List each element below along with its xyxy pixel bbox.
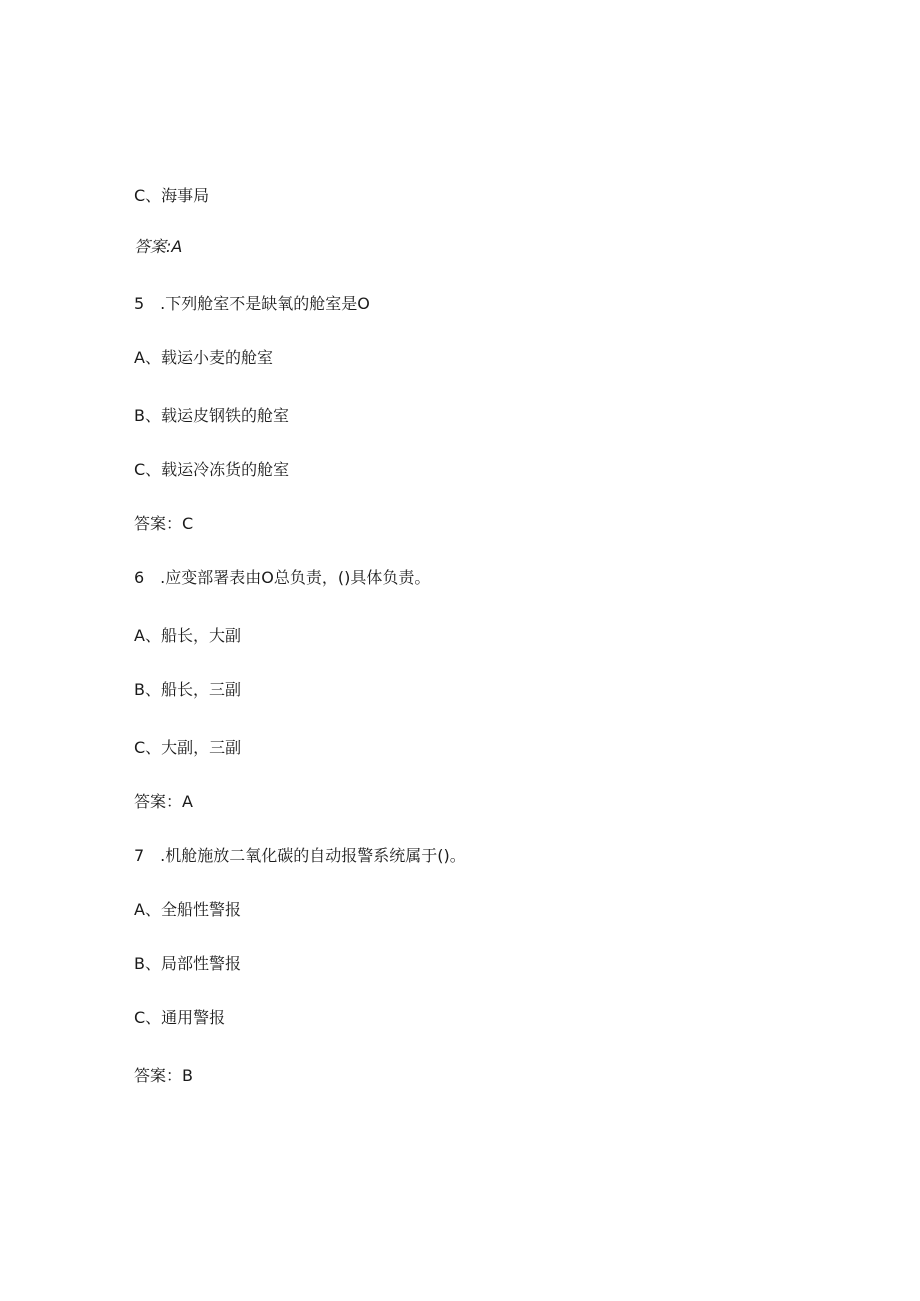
prev-answer: 答案:A bbox=[134, 237, 183, 256]
question-6-option-b: B、船长，三副 bbox=[134, 680, 241, 699]
question-5-answer: 答案：C bbox=[134, 514, 194, 533]
question-6-answer: 答案：A bbox=[134, 792, 193, 811]
question-7-stem: 7 .机舱施放二氧化碳的自动报警系统属于()。 bbox=[134, 846, 466, 865]
question-5-stem: 5 .下列舱室不是缺氧的舱室是O bbox=[134, 294, 370, 313]
prev-option-c: C、海事局 bbox=[134, 186, 210, 205]
question-7-option-b: B、局部性警报 bbox=[134, 954, 241, 973]
question-5-option-c: C、载运冷冻货的舱室 bbox=[134, 460, 290, 479]
question-7-answer: 答案：B bbox=[134, 1066, 193, 1085]
question-5-option-a: A、载运小麦的舱室 bbox=[134, 348, 273, 367]
question-6-stem: 6 .应变部署表由O总负责，()具体负责。 bbox=[134, 568, 431, 587]
question-7-option-a: A、全船性警报 bbox=[134, 900, 241, 919]
question-6-option-c: C、大副，三副 bbox=[134, 738, 242, 757]
question-6-option-a: A、船长，大副 bbox=[134, 626, 241, 645]
question-5-option-b: B、载运皮钢铁的舱室 bbox=[134, 406, 289, 425]
question-7-option-c: C、通用警报 bbox=[134, 1008, 226, 1027]
